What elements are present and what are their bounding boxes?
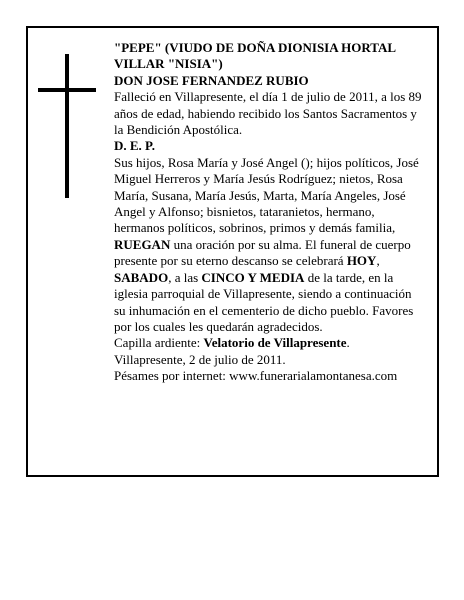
funeral-paragraph — [114, 237, 426, 335]
condolences-line: Pésames por internet: www.funerarialamontanesa.com — [114, 368, 398, 384]
rest-in-peace: D. E. P. — [114, 138, 156, 154]
chapel-line — [114, 335, 426, 351]
funeral-text-3: de la tarde, en la iglesia parroquial de Villapresente, siendo a continuación su inhumación en el cementerio de dicho pueblo. Favores por los cuales les quedarán agradecidos. — [114, 269, 414, 334]
deceased-name: DON JOSE FERNANDEZ RUBIO — [114, 72, 309, 88]
latin-cross-icon — [38, 54, 96, 198]
cross-horizontal-bar — [38, 88, 96, 92]
death-statement: Falleció en Villapresente, el día 1 de julio de 2011, a los 89 años de edad, habiendo recibido los Santos Sacramentos y la Bendición Apostólica. — [114, 89, 422, 138]
funeral-day-today: HOY — [346, 253, 377, 269]
ruegan-word: RUEGAN — [114, 236, 171, 252]
chapel-end: . — [346, 335, 350, 351]
funeral-text-1: una oración por su alma. El funeral de cuerpo presente por su eterno descanso se celebrará — [114, 236, 411, 269]
notice-text — [114, 40, 426, 385]
funeral-text-2: , a las — [168, 269, 202, 285]
deceased-alias: "PEPE" (VIUDO DE DOÑA DIONISIA HORTAL VILLAR "NISIA") — [114, 40, 396, 72]
family-list: Sus hijos, Rosa María y José Angel (); hijos políticos, José Miguel Herreros y María Jesús Rodríguez; nietos, Rosa María, Susana, María Jesús, Marta, María Angeles, José Angel y Alfonso; bisnietos, tataranietos, hermano, hermanos políticos, sobrinos, primos y demás familia, — [114, 154, 419, 236]
date-line: Villapresente, 2 de julio de 2011. — [114, 351, 286, 367]
chapel-label: Capilla ardiente: — [114, 335, 204, 351]
funeral-comma: , — [376, 253, 380, 269]
chapel-place: Velatorio de Villapresente — [203, 335, 347, 351]
cross-vertical-bar — [65, 54, 69, 198]
funeral-day-saturday: SABADO — [114, 269, 169, 285]
funeral-time: CINCO Y MEDIA — [201, 269, 305, 285]
